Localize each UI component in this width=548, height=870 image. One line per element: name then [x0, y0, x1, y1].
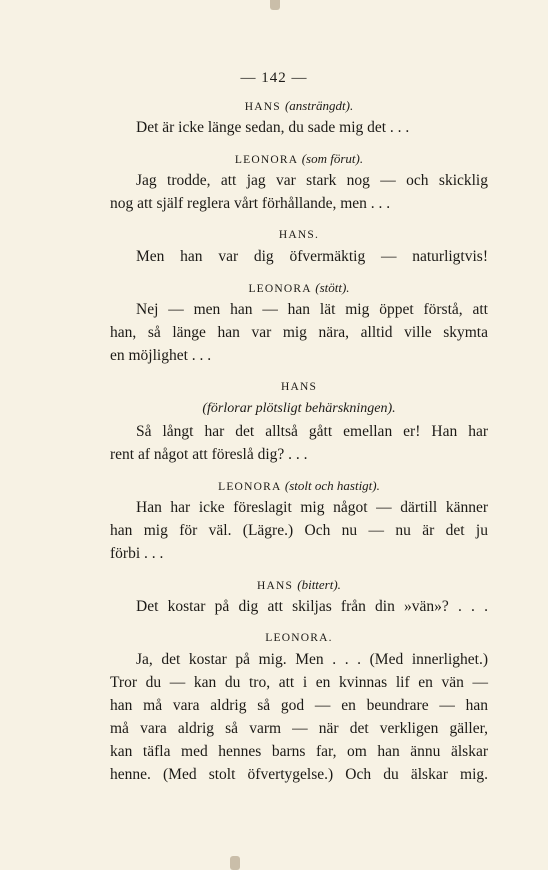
text-line: förbi . . . — [110, 545, 164, 562]
stage-direction: (som förut). — [301, 151, 364, 166]
speaker-name: LEONORA — [218, 481, 281, 493]
stage-direction: (stolt och hastigt). — [284, 478, 380, 493]
stage-direction: (ansträngdt). — [284, 98, 354, 113]
block-spacer — [110, 618, 488, 628]
speaker-name: LEONORA — [234, 154, 298, 166]
speaker-name: HANS — [244, 101, 281, 113]
text-line: (förlorar plötsligt behärskningen). — [202, 401, 396, 416]
speaker-heading — [110, 476, 488, 496]
speaker-name: LEONORA — [248, 283, 312, 295]
text-line: Tror du — kan du tro, att i en kvinnas lif en vän — — [110, 674, 488, 691]
block-spacer — [110, 786, 488, 796]
block-spacer — [110, 215, 488, 225]
speaker-name: HANS — [280, 381, 318, 393]
stage-direction: (stött). — [315, 280, 350, 295]
text-line: han mig för väl. (Lägre.) Och nu — nu är det ju — [110, 522, 488, 539]
text-line: henne. (Med stolt öfvertygelse.) Och du älskar mig. — [110, 766, 488, 783]
text-line: må vara aldrig så varm — när det verkligen gäller, — [110, 720, 488, 737]
text-line: Nej — men han — han lät mig öppet förstå, att — [136, 301, 488, 318]
text-line: Så långt har det alltså gått emellan er! Han har — [136, 423, 488, 440]
block-spacer — [110, 466, 488, 476]
block-spacer — [110, 139, 488, 149]
speaker-heading — [110, 628, 488, 648]
stage-direction: (bittert). — [297, 577, 341, 592]
text-line: Jag trodde, att jag var stark nog — och skicklig — [136, 172, 488, 189]
speaker-heading — [110, 149, 488, 169]
speaker-heading — [110, 225, 488, 245]
speaker-heading — [110, 575, 488, 595]
page-edge-mark — [270, 0, 280, 10]
text-line: han må vara aldrig så god — en beundrare — han — [110, 697, 488, 714]
text-line: Ja, det kostar på mig. Men . . . (Med innerlighet.) — [136, 651, 488, 668]
speaker-name: LEONORA. — [265, 632, 333, 644]
text-line: nog att själf reglera vårt förhållande, men . . . — [110, 195, 391, 212]
speaker-name: HANS. — [278, 229, 320, 241]
text-line: en möjlighet . . . — [110, 347, 212, 364]
text-line: Det kostar på dig att skiljas från din »vän»? . . . — [136, 598, 488, 615]
dialogue-text — [110, 96, 488, 796]
speaker-heading — [110, 96, 488, 116]
speaker-name: HANS — [257, 580, 294, 592]
text-line: rent af något att föreslå dig? . . . — [110, 446, 308, 463]
page-edge-mark — [230, 856, 240, 870]
speaker-heading — [110, 278, 488, 298]
page-number: — 142 — — [240, 70, 308, 86]
text-line: Det är icke länge sedan, du sade mig det . . . — [136, 119, 410, 136]
text-line: kan täfla med hennes barns far, om han ännu älskar — [110, 743, 488, 760]
speaker-heading — [110, 377, 488, 397]
block-spacer — [110, 565, 488, 575]
text-line: Han har icke föreslagit mig något — därtill känner — [136, 499, 488, 516]
block-spacer — [110, 268, 488, 278]
text-line: Men han var dig öfvermäktig — naturligtvis! — [136, 248, 488, 265]
text-line: han, så länge han var mig nära, alltid ville skymta — [110, 324, 488, 341]
block-spacer — [110, 367, 488, 377]
